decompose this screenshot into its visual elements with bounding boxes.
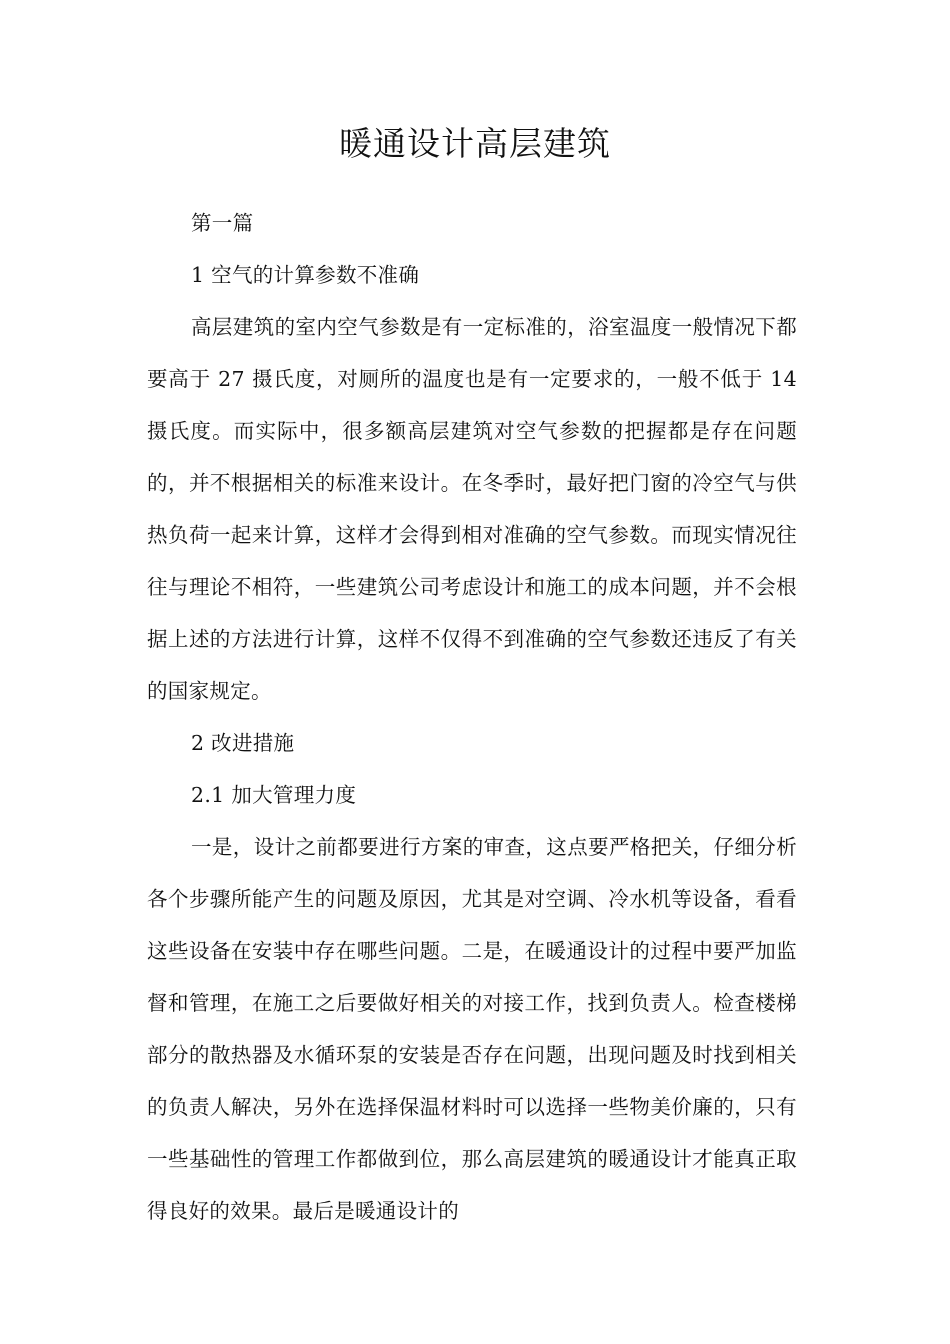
document-body bbox=[147, 197, 797, 1237]
paragraph-1: 高层建筑的室内空气参数是有一定标准的，浴室温度一般情况下都要高于 27 摄氏度，对厕所的温度也是有一定要求的，一般不低于 14 摄氏度。而实际中，很多额高层建筑对空气参数的把握都是存在问题的，并不根据相关的标准来设计。在冬季时，最好把门窗的冷空气与供热负荷一起来计算，这样才会得到相对准确的空气参数。而现实情况往往与理论不相符，一些建筑公司考虑设计和施工的成本问题，并不会根据上述的方法进行计算，这样不仅得不到准确的空气参数还违反了有关的国家规定。 bbox=[147, 315, 797, 703]
paragraph-2: 一是，设计之前都要进行方案的审查，这点要严格把关，仔细分析各个步骤所能产生的问题及原因，尤其是对空调、冷水机等设备，看看这些设备在安装中存在哪些问题。二是，在暖通设计的过程中要严加监督和管理，在施工之后要做好相关的对接工作，找到负责人。检查楼梯部分的散热器及水循环泵的安装是否存在问题，出现问题及时找到相关的负责人解决，另外在选择保温材料时可以选择一些物美价廉的，只有一些基础性的管理工作都做到位，那么高层建筑的暖通设计才能真正取得良好的效果。最后是暖通设计的 bbox=[147, 835, 797, 1223]
section-label: 第一篇 bbox=[191, 211, 254, 235]
heading-2-1: 2.1 加大管理力度 bbox=[191, 783, 357, 807]
heading-2: 2 改进措施 bbox=[191, 731, 295, 755]
document-title: 暖通设计高层建筑 bbox=[339, 124, 611, 163]
heading-1: 1 空气的计算参数不准确 bbox=[191, 263, 420, 287]
